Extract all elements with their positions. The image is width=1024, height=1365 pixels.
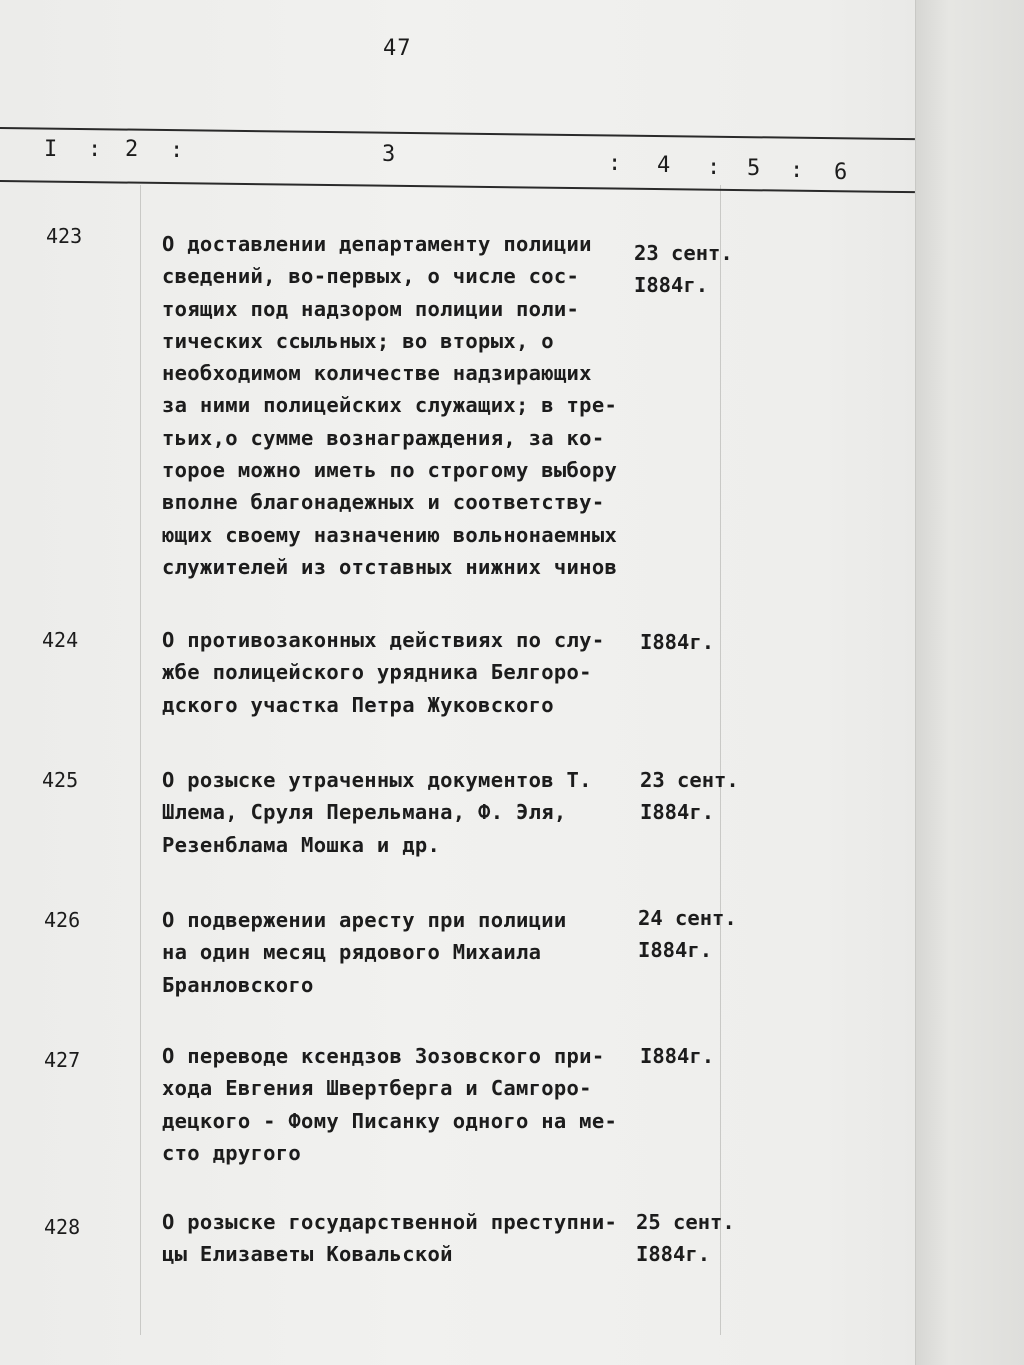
column-divider bbox=[140, 185, 141, 1335]
text-line: О розыске государственной преступни- bbox=[162, 1210, 618, 1234]
text-line: торое можно иметь по строгому выбору bbox=[162, 458, 618, 483]
column-header-4: 4 bbox=[657, 153, 671, 178]
row-description bbox=[162, 904, 642, 1001]
text-line: сто другого bbox=[162, 1140, 302, 1165]
column-separator: : bbox=[88, 137, 102, 162]
date-line: I884г. bbox=[638, 938, 713, 962]
column-header-2: 2 bbox=[125, 137, 139, 162]
date-line: 23 сент. bbox=[634, 241, 733, 265]
row-number: 424 bbox=[42, 628, 79, 652]
date-line: 23 сент. bbox=[640, 768, 739, 792]
row-date bbox=[638, 902, 737, 966]
date-line: I884г. bbox=[634, 273, 709, 297]
text-line: Шлема, Сруля Перельмана, Ф. Эля, bbox=[162, 800, 567, 825]
column-header-5: 5 bbox=[747, 156, 761, 181]
text-line: ющих своему назначению вольнонаемных bbox=[162, 522, 618, 547]
text-line: Бранловского bbox=[162, 972, 314, 997]
page-number: 47 bbox=[383, 36, 412, 61]
text-line: О доставлении департаменту полиции bbox=[162, 232, 592, 256]
row-number: 426 bbox=[44, 908, 81, 932]
row-date bbox=[640, 764, 739, 828]
text-line: дского участка Петра Жуковского bbox=[162, 692, 554, 717]
text-line: за ними полицейских служащих; в тре- bbox=[162, 393, 618, 418]
row-description bbox=[162, 1040, 642, 1169]
text-line: децкого - Фому Писанку одного на ме- bbox=[162, 1108, 618, 1133]
text-line: О подвержении аресту при полиции bbox=[162, 908, 567, 932]
row-description bbox=[162, 764, 642, 861]
text-line: необходимом количестве надзирающих bbox=[162, 361, 592, 386]
text-line: сведений, во-первых, о числе сос- bbox=[162, 264, 580, 289]
text-line: тьих,о сумме вознаграждения, за ко- bbox=[162, 425, 605, 450]
column-separator: : bbox=[608, 151, 622, 176]
row-description bbox=[162, 228, 642, 583]
column-divider bbox=[720, 185, 721, 1335]
date-line: I884г. bbox=[640, 1044, 715, 1068]
row-description bbox=[162, 624, 642, 721]
bleed-through bbox=[360, 100, 432, 135]
text-line: тоящих под надзором полиции поли- bbox=[162, 296, 580, 321]
row-number: 428 bbox=[44, 1215, 81, 1239]
date-line: I884г. bbox=[636, 1242, 711, 1266]
text-line: О переводе ксендзов Зозовского при- bbox=[162, 1044, 605, 1068]
column-separator: : bbox=[170, 138, 184, 163]
next-page-edge bbox=[915, 0, 1024, 1365]
column-header-1: I bbox=[44, 137, 58, 162]
row-number: 425 bbox=[42, 768, 79, 792]
row-number: 427 bbox=[44, 1048, 81, 1072]
column-header-3: 3 bbox=[382, 142, 396, 167]
row-number: 423 bbox=[46, 224, 83, 248]
text-line: жбе полицейского урядника Белгоро- bbox=[162, 660, 592, 685]
text-line: цы Елизаветы Ковальской bbox=[162, 1242, 453, 1267]
header-rule-bottom bbox=[0, 180, 915, 193]
column-separator: : bbox=[790, 158, 804, 183]
row-date bbox=[634, 237, 733, 301]
text-line: Резенблама Мошка и др. bbox=[162, 832, 441, 857]
column-separator: : bbox=[707, 155, 721, 180]
text-line: хода Евгения Швертберга и Самгоро- bbox=[162, 1076, 592, 1101]
column-header-6: 6 bbox=[834, 160, 848, 185]
text-line: О противозаконных действиях по слу- bbox=[162, 628, 605, 652]
date-line: 25 сент. bbox=[636, 1210, 735, 1234]
text-line: О розыске утраченных документов Т. bbox=[162, 768, 592, 792]
row-date bbox=[640, 1040, 714, 1072]
date-line: I884г. bbox=[640, 800, 715, 824]
text-line: служителей из отставных нижних чинов bbox=[162, 554, 618, 579]
row-date bbox=[640, 626, 714, 658]
date-line: 24 сент. bbox=[638, 906, 737, 930]
row-description bbox=[162, 1206, 642, 1271]
text-line: на один месяц рядового Михаила bbox=[162, 940, 542, 965]
date-line: I884г. bbox=[640, 630, 715, 654]
text-line: вполне благонадежных и соответству- bbox=[162, 490, 605, 515]
row-date bbox=[636, 1206, 735, 1270]
text-line: тических ссыльных; во вторых, о bbox=[162, 328, 554, 353]
